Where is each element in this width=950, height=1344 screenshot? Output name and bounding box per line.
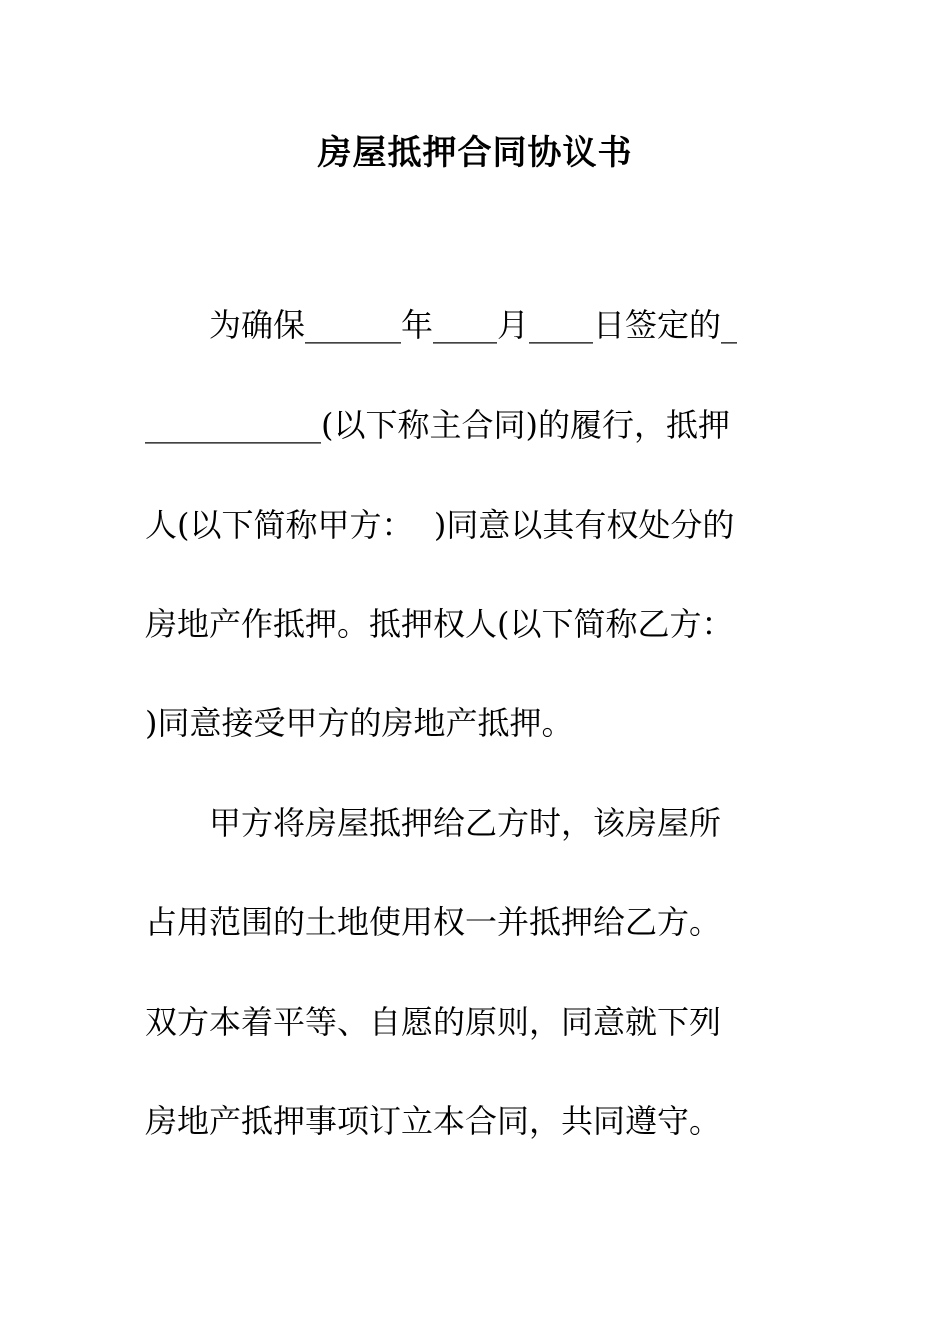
body-line-6: 甲方将房屋抵押给乙方时，该房屋所 <box>145 804 722 842</box>
body-line-5: )同意接受甲方的房地产抵押。 <box>145 704 574 742</box>
body-line-1: 为确保______年____月____日签定的_ <box>145 306 738 344</box>
body-line-2: ___________(以下称主合同)的履行，抵押 <box>145 406 730 444</box>
body-line-9: 房地产抵押事项订立本合同，共同遵守。 <box>145 1102 722 1140</box>
body-line-3: 人(以下简称甲方： )同意以其有权处分的 <box>145 506 735 544</box>
body-line-7: 占用范围的土地使用权一并抵押给乙方。 <box>145 903 722 941</box>
document-title: 房屋抵押合同协议书 <box>317 133 633 173</box>
body-line-4: 房地产作抵押。抵押权人(以下简称乙方： <box>145 605 734 643</box>
body-line-8: 双方本着平等、自愿的原则，同意就下列 <box>145 1003 722 1041</box>
